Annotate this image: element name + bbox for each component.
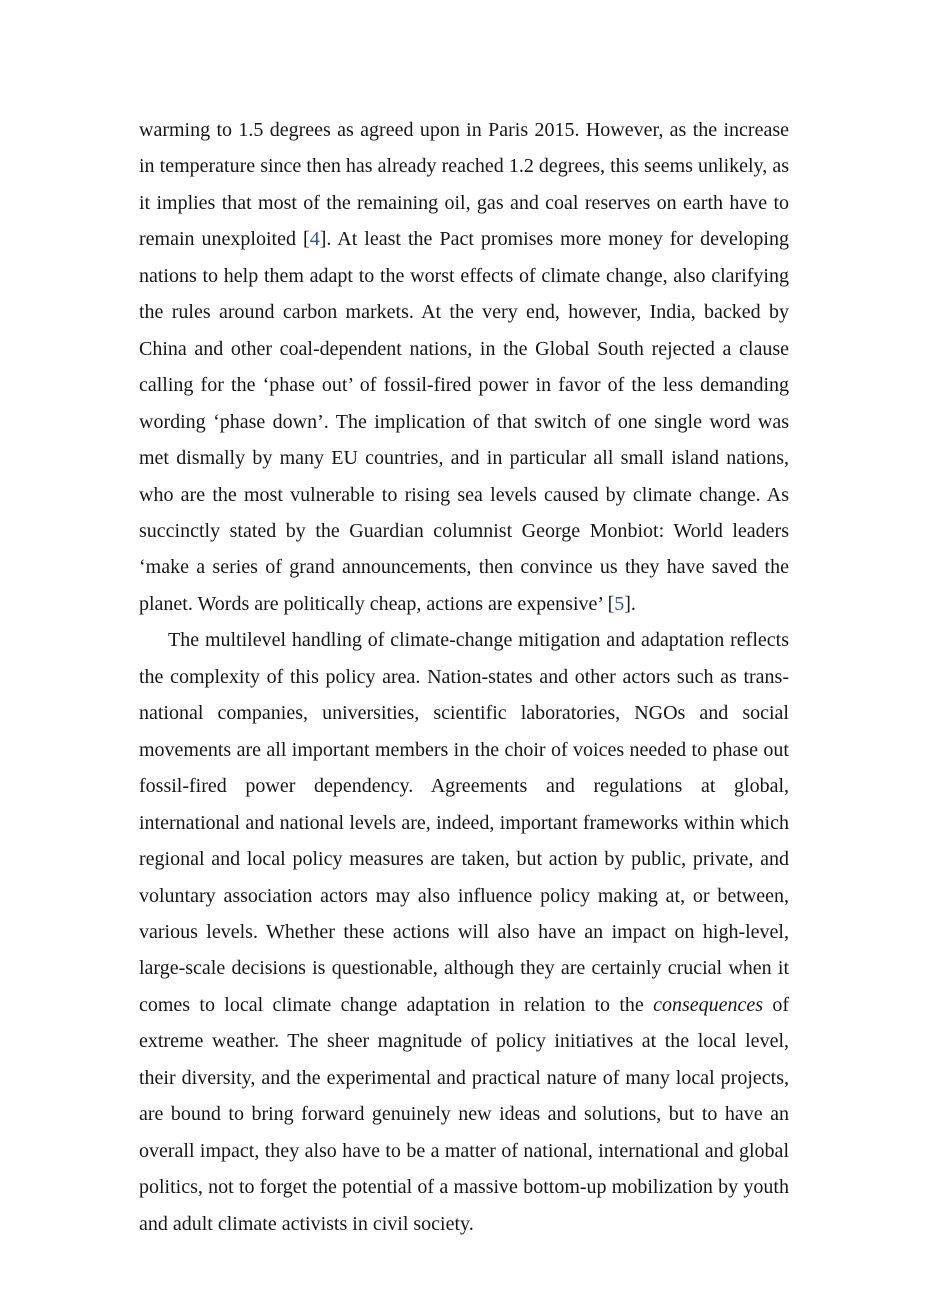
page-text-block [139,112,789,1242]
paragraph [139,622,789,1242]
citation-reference-link[interactable]: 4 [309,228,320,251]
emphasized-text: consequences [653,993,764,1016]
body-text: The multilevel handling of climate-change mitigation and adaptation reflects the complexity of this policy area. Nation-states and other actors such as trans-national companies, universities, scientific laboratories, NGOs and social movements are all important members in the choir of voices needed to phase out fossil-fired power dependency. Agreements and regulations at global, international and national levels are, indeed, important frameworks within which regional and local policy measures are taken, but action by public, private, and voluntary association actors may also influence policy making at, or between, various levels. Whether these actions will also have an impact on high-level, large-scale decisions is questionable, although they are certainly crucial when it comes to local climate change adaptation in relation to the [139,629,789,1016]
paragraph [139,112,789,622]
body-text: of extreme weather. The sheer magnitude of policy initiatives at the local level, their diversity, and the experimental and practical nature of many local projects, are bound to bring forward genuinely new ideas and solutions, but to have an overall impact, they also have to be a matter of national, international and global politics, not to forget the potential of a massive bottom-up mobilization by youth and adult climate activists in civil society. [139,993,789,1235]
body-text: ]. At least the Pact promises more money for developing nations to help them adapt to the worst effects of climate change, also clarifying the rules around carbon markets. At the very end, however, India, backed by China and other coal-dependent nations, in the Global South rejected a clause calling for the ‘phase out’ of fossil-fired power in favor of the less demanding wording ‘phase down’. The implication of that switch of one single word was met dismally by many EU countries, and in particular all small island nations, who are the most vulnerable to rising sea levels caused by climate change. As succinctly stated by the Guardian columnist George Monbiot: World leaders ‘make a series of grand announcements, then convince us they have saved the planet. Words are politically cheap, actions are expensive’ [ [139,228,789,615]
body-text: warming to 1.5 degrees as agreed upon in Paris 2015. However, as the increase in temperature since then has already reached 1.2 degrees, this seems unlikely, as it implies that most of the remaining oil, gas and coal reserves on earth have to remain unexploited [ [139,119,789,251]
body-text: ]. [624,592,636,615]
citation-reference-link[interactable]: 5 [614,592,625,615]
